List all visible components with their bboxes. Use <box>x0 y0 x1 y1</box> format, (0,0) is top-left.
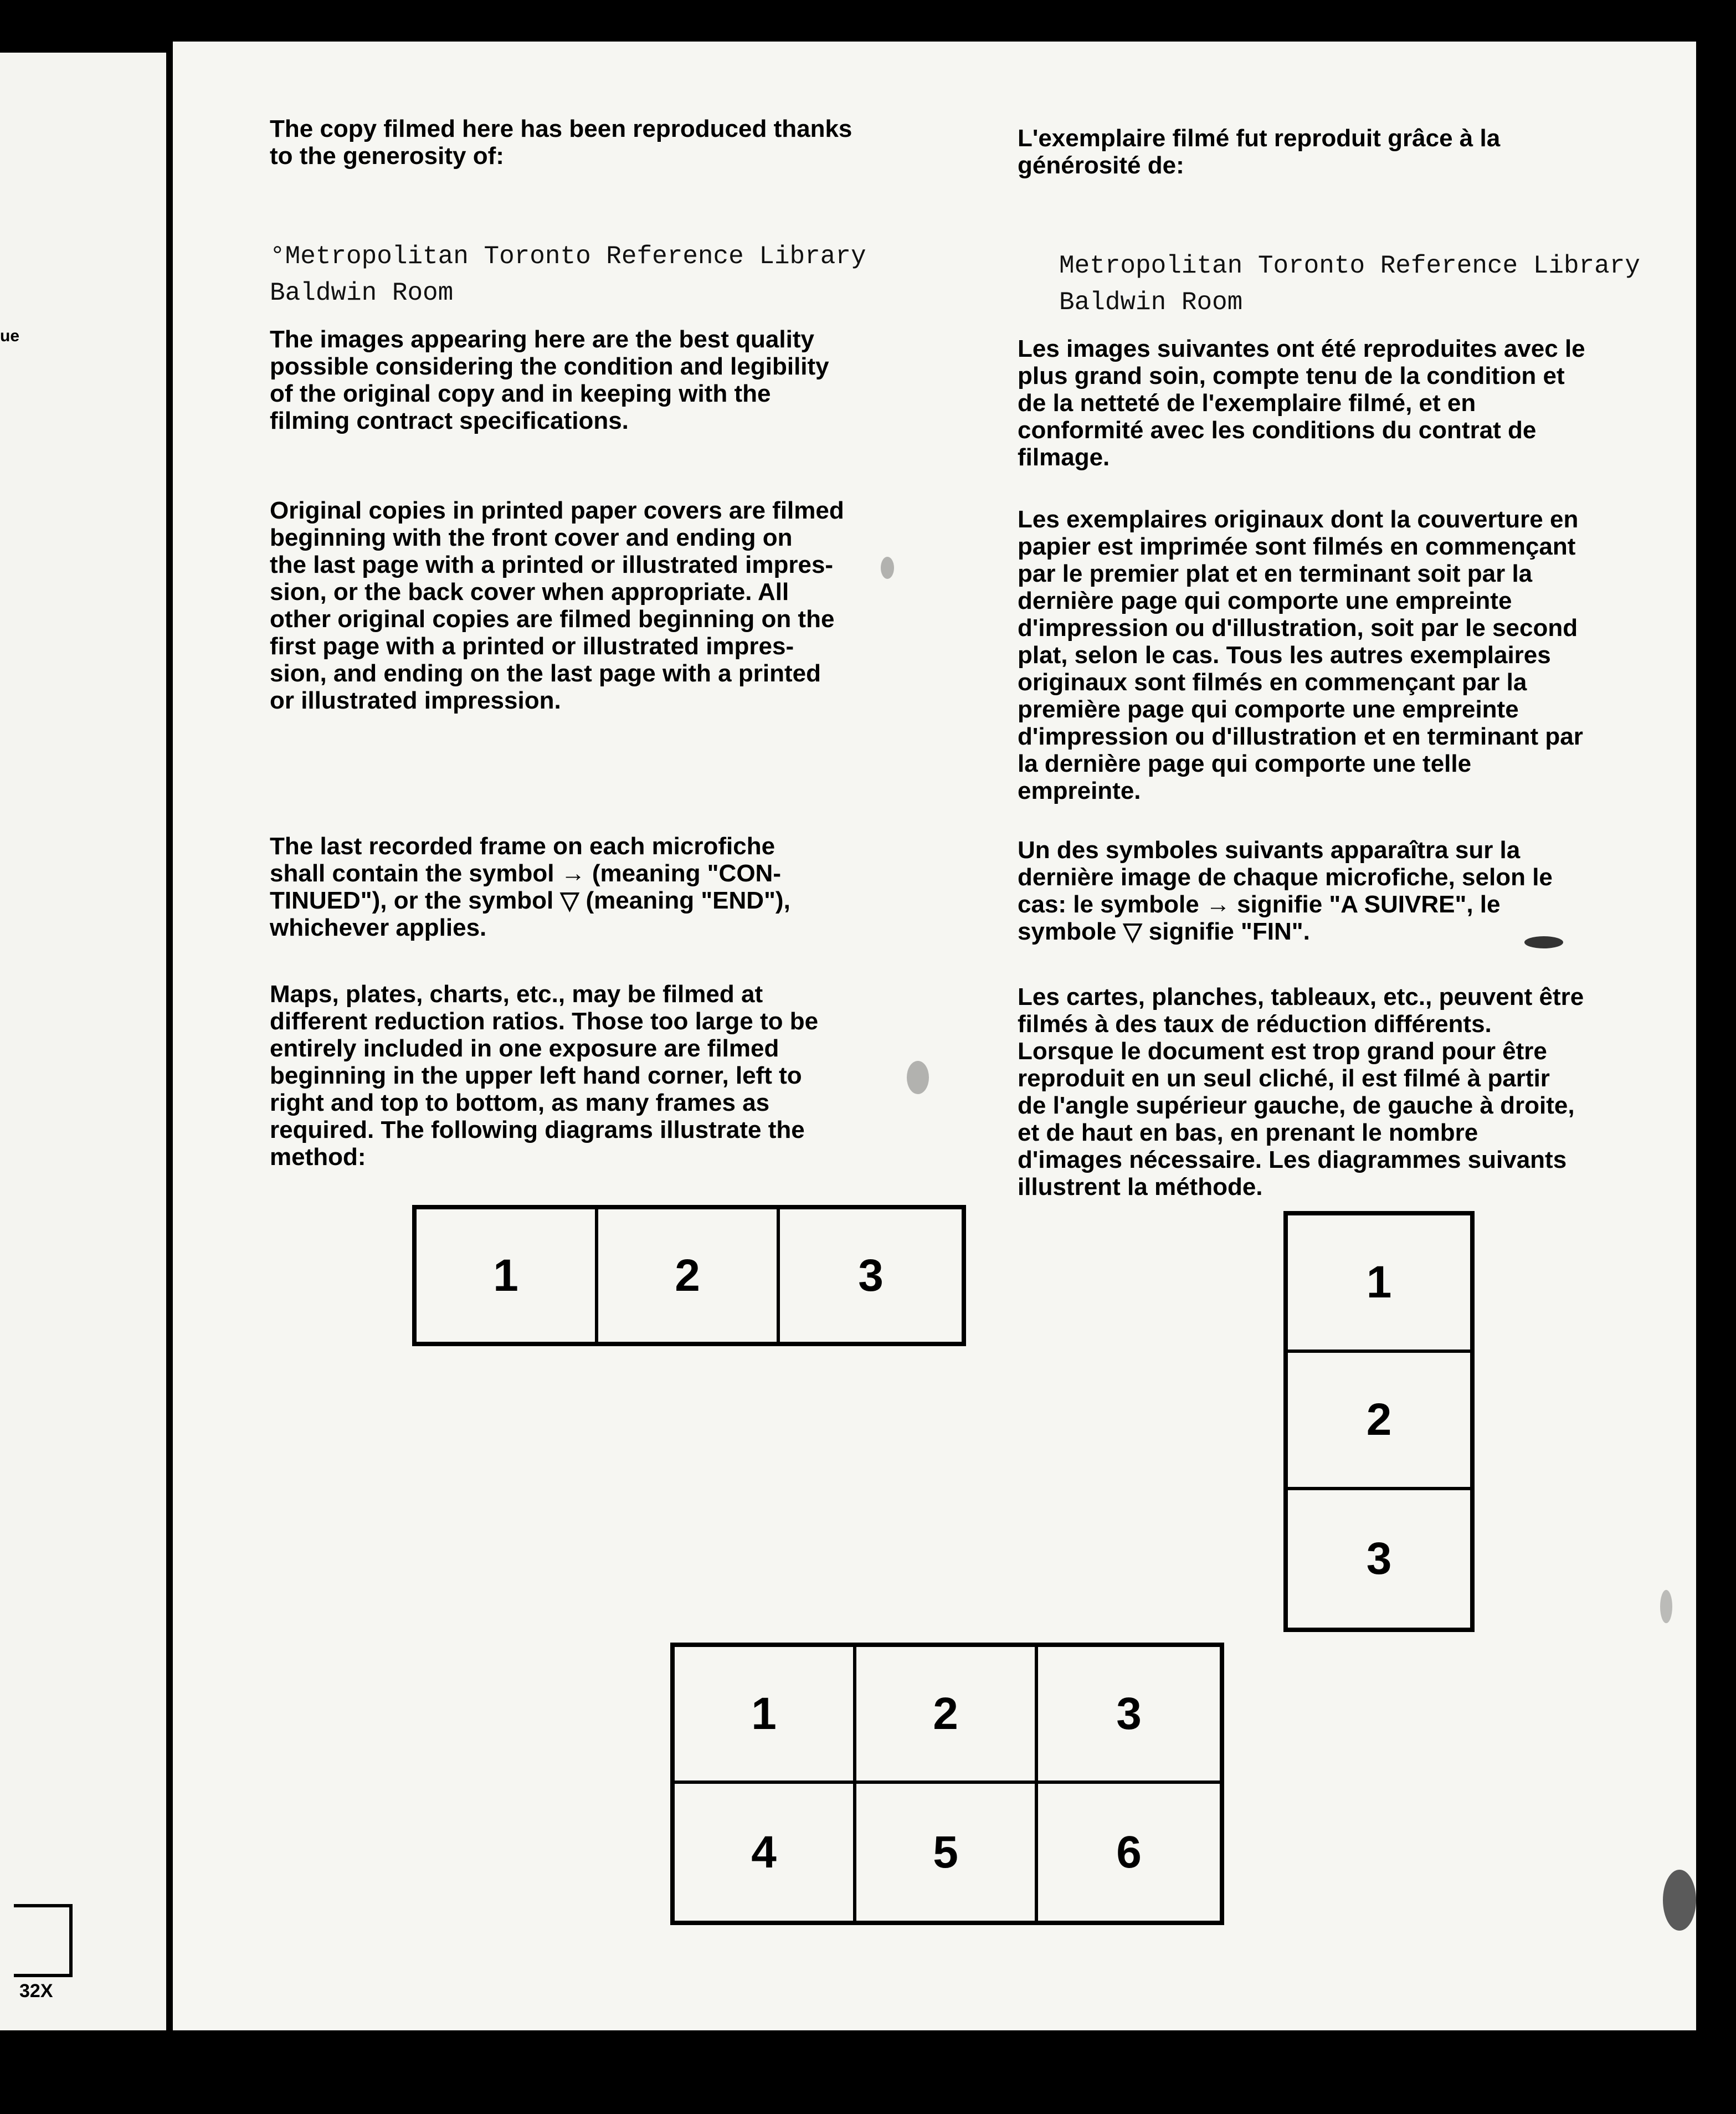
scan-speck <box>1660 1590 1672 1623</box>
microfiche-target-page <box>166 42 1696 2030</box>
frame-1: 1 <box>1288 1215 1470 1353</box>
thanks-paragraph-fr: L'exemplaire filmé fut reproduit grâce à la générosité de: <box>1018 125 1501 179</box>
diagram-column-3x1 <box>1283 1211 1475 1632</box>
quality-paragraph-fr: Les images suivantes ont été reproduites avec le plus grand soin, compte tenu de la condition et de la netteté de l'exemplaire filmé, et en conformité avec les conditions du contrat de filmage. <box>1018 335 1585 471</box>
edge-diagram-fragment <box>14 1904 73 1977</box>
frame-1: 1 <box>417 1209 598 1342</box>
frame-1: 1 <box>675 1647 856 1784</box>
diagram-row-1x3 <box>412 1205 966 1346</box>
frame-5: 5 <box>856 1784 1038 1921</box>
thanks-paragraph-en: The copy filmed here has been reproduced thanks to the generosity of: <box>270 115 852 170</box>
frame-3: 3 <box>858 1250 884 1301</box>
adjacent-page-strip <box>0 53 188 2030</box>
diagram-grid-2x3 <box>670 1643 1224 1925</box>
reduction-ratio-label: 32X <box>19 1980 53 2002</box>
symbols-paragraph-en: The last recorded frame on each microfiche shall contain the symbol → (meaning "CON- TINUED"), or the symbol ▽ (meaning "END"), whichever applies. <box>270 833 790 941</box>
frame-6: 6 <box>1116 1826 1142 1877</box>
edge-text-fragment: ue <box>0 327 20 345</box>
frame-2: 2 <box>856 1647 1038 1784</box>
frame-4: 4 <box>675 1784 856 1921</box>
library-name-fr: Metropolitan Toronto Reference Library Baldwin Room <box>1059 252 1640 317</box>
scan-speck <box>1524 936 1563 948</box>
frame-3: 3 <box>1366 1533 1392 1584</box>
maps-paragraph-en: Maps, plates, charts, etc., may be filmed at different reduction ratios. Those too large to be entirely included in one exposure are filmed beginning in the upper left hand corner, left to right and top to bottom, as many frames as required. The following diagrams illustrate the method: <box>270 981 819 1171</box>
library-name-en: °Metropolitan Toronto Reference Library Baldwin Room <box>270 242 866 307</box>
maps-paragraph-fr: Les cartes, planches, tableaux, etc., peuvent être filmés à des taux de réduction différents. Lorsque le document est trop grand pour être reproduit en un seul cliché, il est filmé à partir de l'angle supérieur gauche, de gauche à droite, et de haut en bas, en prenant le nombre d'images nécessaire. Les diagrammes suivants illustrent la méthode. <box>1018 983 1584 1200</box>
symbols-paragraph-fr: Un des symboles suivants apparaîtra sur la dernière image de chaque microfiche, selon le cas: le symbole → signifie "A SUIVRE", le symbole ▽ signifie "FIN". <box>1018 837 1553 945</box>
frame-3: 3 <box>1038 1647 1220 1784</box>
originals-paragraph-fr: Les exemplaires originaux dont la couverture en papier est imprimée sont filmés en commençant par le premier plat et en terminant soit par la dernière page qui comporte une empreinte d'impression ou d'illustration, soit par le second plat, selon le cas. Tous les autres exemplaires originaux sont filmés en commençant par la première page qui comporte une empreinte d'impression ou d'illustration et en terminant par la dernière page qui comporte une telle empreinte. <box>1018 506 1583 804</box>
scan-speck <box>881 557 894 579</box>
scan-speck <box>907 1061 929 1094</box>
scan-speck <box>1663 1870 1696 1931</box>
frame-2: 2 <box>598 1209 780 1342</box>
originals-paragraph-en: Original copies in printed paper covers are filmed beginning with the front cover and ending on the last page with a printed or illustrated impres- sion, or the back cover when appropriate. All other original copies are filmed beginning on the first page with a printed or illustrated impres- sion, and ending on the last page with a printed or illustrated impression. <box>270 497 844 714</box>
quality-paragraph-en: The images appearing here are the best quality possible considering the condition and legibility of the original copy and in keeping with the filming contract specifications. <box>270 326 829 434</box>
frame-2: 2 <box>1288 1353 1470 1490</box>
